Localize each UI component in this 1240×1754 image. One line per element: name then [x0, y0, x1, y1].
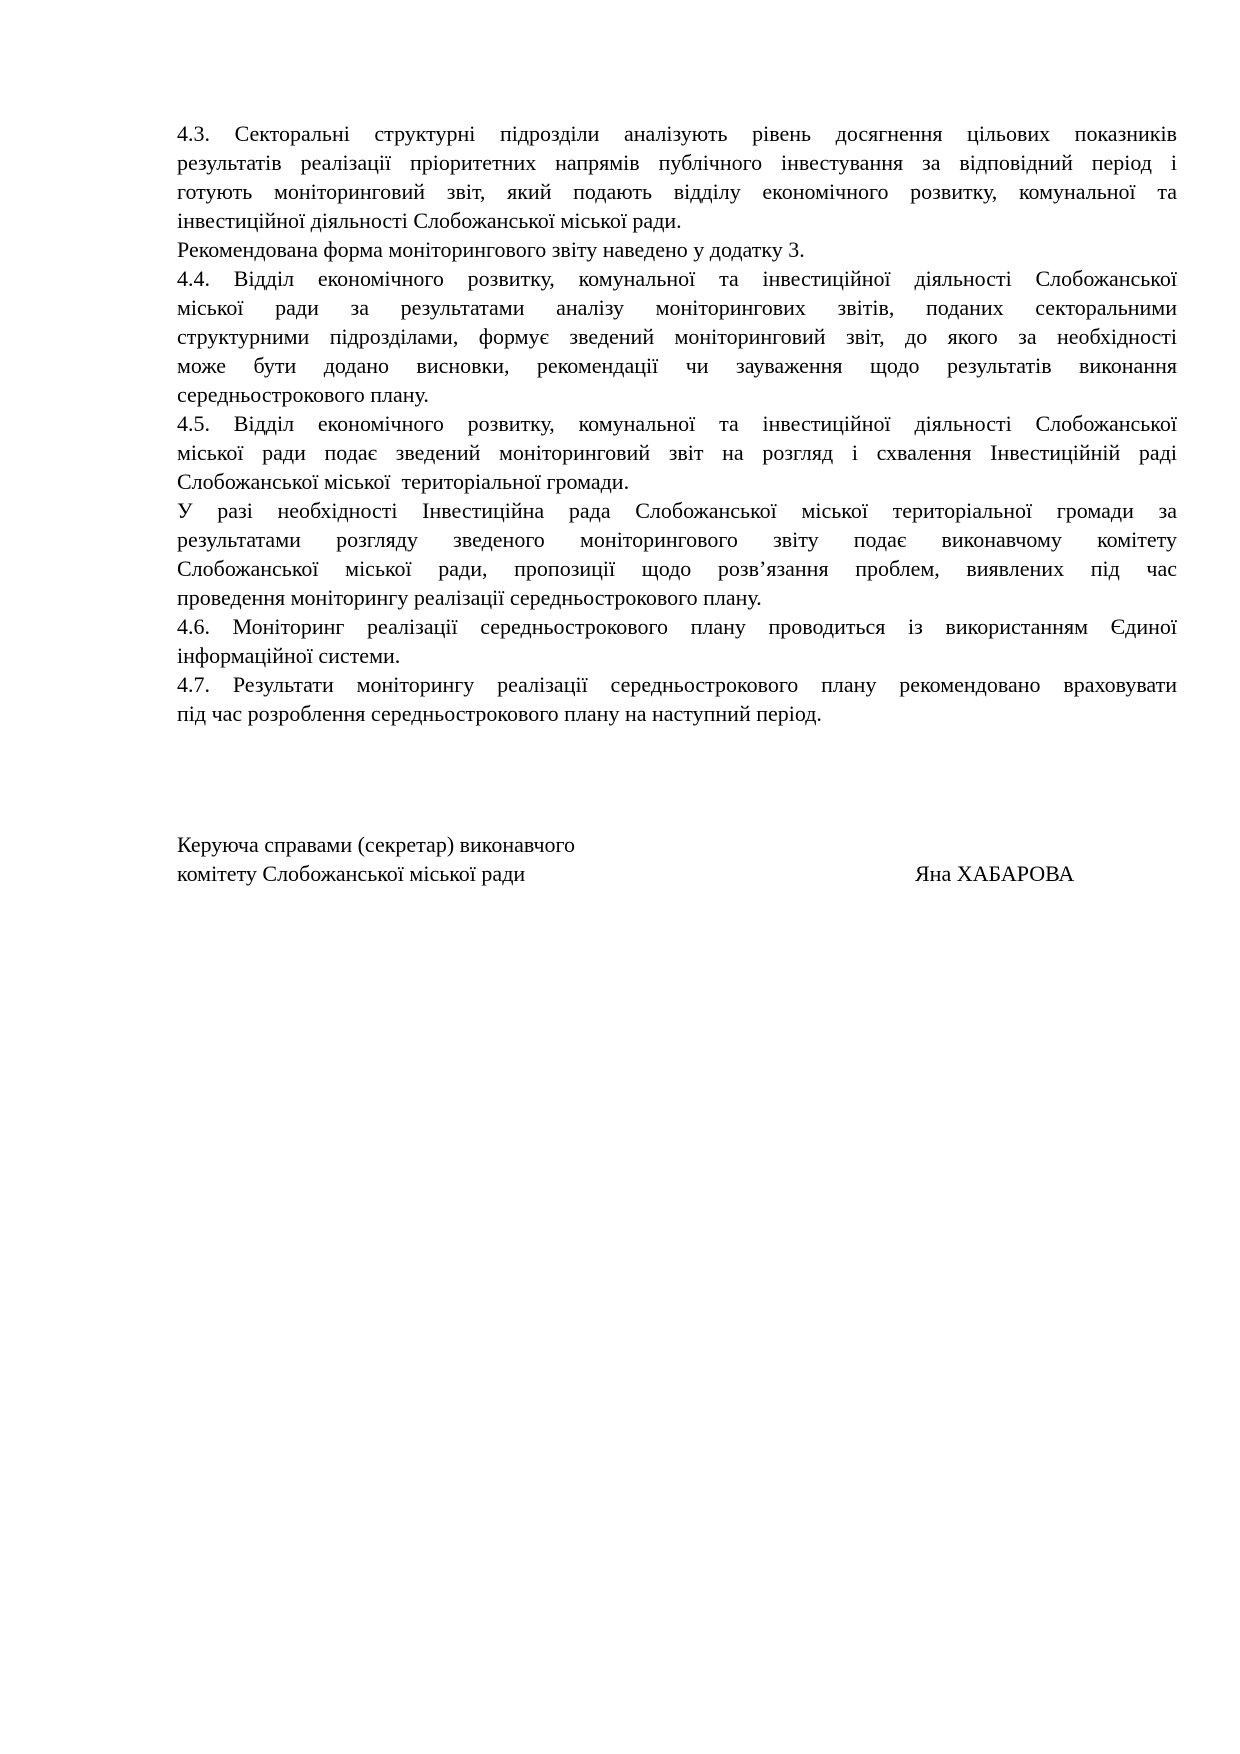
text-line: результатами розгляду зведеного моніторингового звіту подає виконавчому комітету	[177, 527, 1177, 552]
signature-block	[177, 830, 1177, 888]
text-line: середньострокового плану.	[177, 382, 429, 407]
text-line: інвестиційної діяльності Слобожанської міської ради.	[177, 208, 682, 233]
text-line: 4.5. Відділ економічного розвитку, комунальної та інвестиційної діяльності Слобожанської	[177, 411, 1177, 436]
signature-role-line-1: Керуюча справами (секретар) виконавчого	[177, 832, 576, 857]
text-line: Рекомендована форма моніторингового звіту наведено у додатку 3.	[177, 237, 805, 262]
text-line: структурними підрозділами, формує зведений моніторинговий звіт, до якого за необхідності	[177, 324, 1177, 349]
text-line: 4.7. Результати моніторингу реалізації середньострокового плану рекомендовано враховувати	[177, 672, 1177, 697]
signature-role-line-2: комітету Слобожанської міської ради	[177, 861, 526, 886]
text-line: під час розроблення середньострокового плану на наступний період.	[177, 701, 822, 726]
text-line: результатів реалізації пріоритетних напрямів публічного інвестування за відповідний період і	[177, 150, 1177, 175]
text-line: У разі необхідності Інвестиційна рада Слобожанської міської територіальної громади за	[177, 498, 1177, 523]
text-line: 4.6. Моніторинг реалізації середньострокового плану проводиться із використанням Єдиної	[177, 614, 1177, 639]
text-line: Слобожанської міської ради, пропозиції щодо розв’язання проблем, виявлених під час	[177, 556, 1177, 581]
signature-name: Яна ХАБАРОВА	[915, 861, 1075, 886]
text-line: інформаційної системи.	[177, 643, 401, 668]
text-line: готують моніторинговий звіт, який подають відділу економічного розвитку, комунальної та	[177, 179, 1177, 204]
text-line: може бути додано висновки, рекомендації чи зауваження щодо результатів виконання	[177, 353, 1177, 378]
text-line: 4.3. Секторальні структурні підрозділи аналізують рівень досягнення цільових показників	[177, 121, 1177, 146]
text-line: 4.4. Відділ економічного розвитку, комунальної та інвестиційної діяльності Слобожанської	[177, 266, 1177, 291]
text-line: міської ради за результатами аналізу моніторингових звітів, поданих секторальними	[177, 295, 1177, 320]
text-line: Слобожанської міської територіальної громади.	[177, 469, 630, 494]
text-line: міської ради подає зведений моніторинговий звіт на розгляд і схвалення Інвестиційній раді	[177, 440, 1177, 465]
text-line: проведення моніторингу реалізації середньострокового плану.	[177, 585, 762, 610]
document-body	[177, 119, 1177, 728]
